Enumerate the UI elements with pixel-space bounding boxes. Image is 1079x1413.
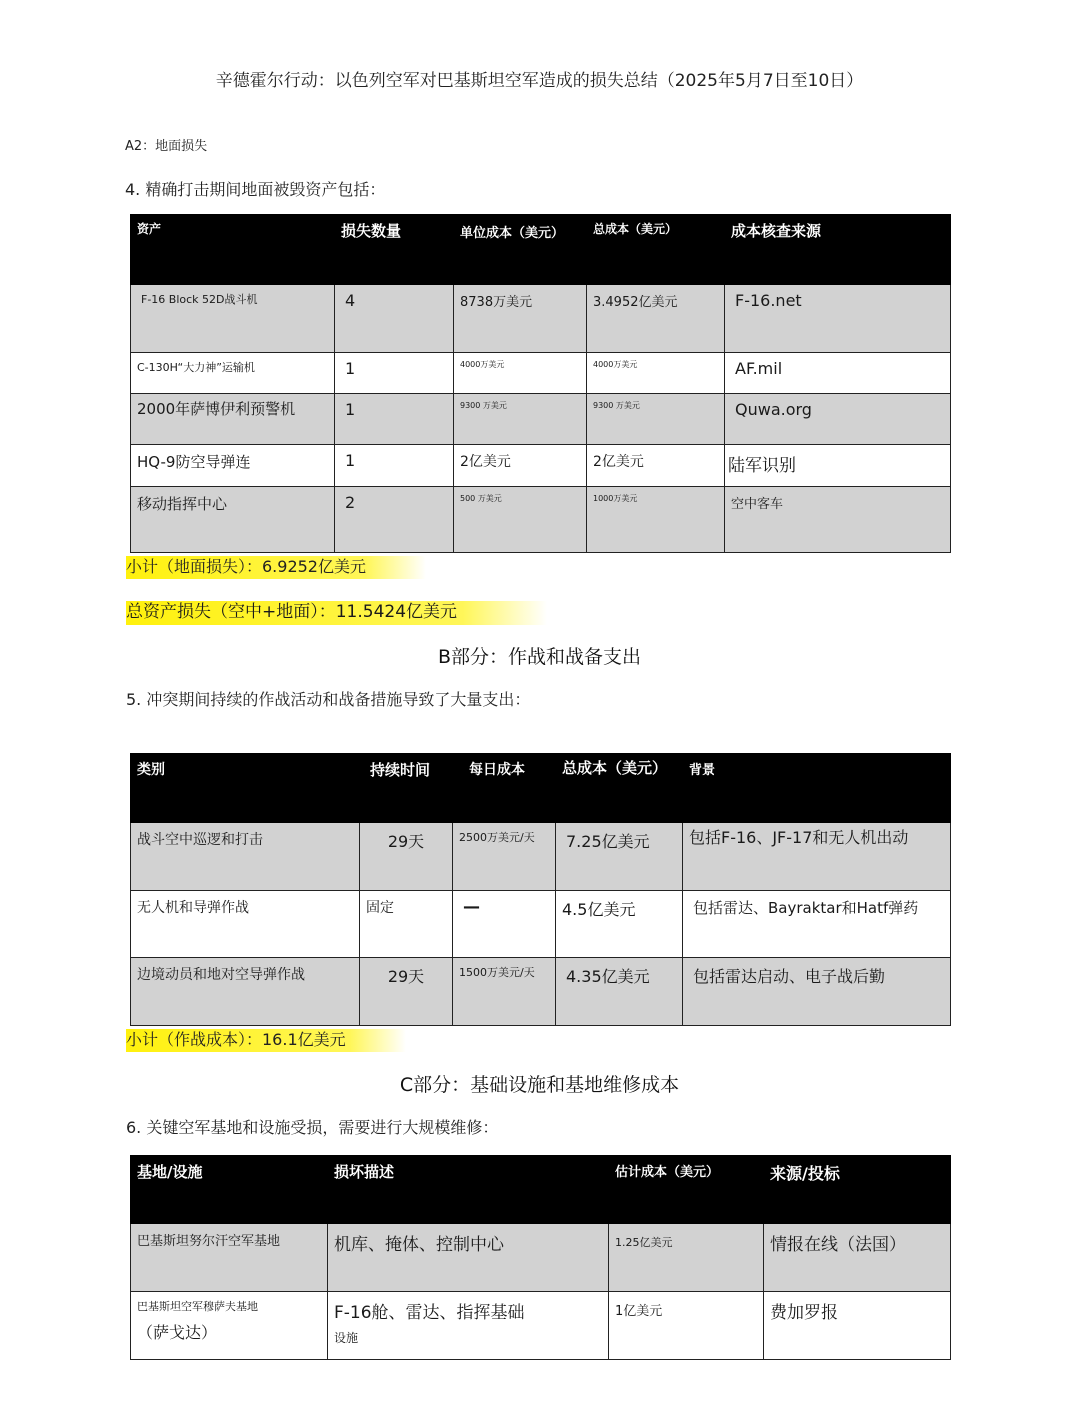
table-row [131, 1224, 951, 1292]
a2-heading: A2：地面损失 [125, 139, 208, 154]
header-total-cost: 总成本（美元） [587, 215, 725, 285]
item-4-intro: 4. 精确打击期间地面被毁资产包括： [125, 180, 386, 199]
table-row [131, 353, 951, 394]
cell-source: AF.mil [725, 353, 951, 394]
header-quantity: 损失数量 [335, 215, 454, 285]
cell-source: 陆军识别 [725, 445, 951, 487]
item-6-intro: 6. 关键空军基地和设施受损，需要进行大规模维修： [126, 1118, 499, 1137]
cell-base-line2: （萨戈达） [137, 1323, 218, 1342]
table-row [131, 1292, 951, 1360]
cell-duration: 固定 [360, 891, 453, 958]
cell-quantity: 1 [335, 353, 454, 394]
infrastructure-cost-table [130, 1155, 951, 1360]
table-row [131, 445, 951, 487]
cell-unit-cost: 4000万美元 [454, 353, 587, 394]
cell-duration: 29天 [360, 958, 453, 1026]
item-5-intro: 5. 冲突期间持续的作战活动和战备措施导致了大量支出： [126, 690, 531, 709]
ground-losses-table [130, 214, 951, 553]
header-source: 成本核查来源 [725, 215, 951, 285]
header-category: 类别 [131, 754, 360, 823]
cell-source: Quwa.org [725, 394, 951, 445]
cell-total-cost: 4.35亿美元 [556, 958, 683, 1026]
cell-background: 包括F-16、JF-17和无人机出动 [683, 823, 951, 891]
section-c-heading: C部分：基础设施和基地维修成本 [399, 1074, 680, 1096]
cell-background: 包括雷达启动、电子战后勤 [683, 958, 951, 1026]
section-b-heading: B部分：作战和战备支出 [437, 646, 642, 668]
cell-cost: 1亿美元 [609, 1292, 764, 1360]
cell-source: 空中客车 [725, 487, 951, 553]
cell-background: 包括雷达、Bayraktar和Hatf弹药 [683, 891, 951, 958]
table-row [131, 891, 951, 958]
cell-quantity: 2 [335, 487, 454, 553]
table-row [131, 394, 951, 445]
header-duration: 持续时间 [360, 754, 453, 823]
cell-quantity: 4 [335, 285, 454, 353]
cell-source: 费加罗报 [764, 1292, 951, 1360]
header-source-bid: 来源/投标 [764, 1156, 951, 1224]
cell-total-cost: 2亿美元 [587, 445, 725, 487]
header-base: 基地/设施 [131, 1156, 328, 1224]
cell-base: 巴基斯坦努尔汗空军基地 [131, 1224, 328, 1292]
cell-damage-line2: 设施 [334, 1331, 359, 1345]
cell-total-cost: 9300 万美元 [587, 394, 725, 445]
table-row [131, 487, 951, 553]
cell-unit-cost: 500 万美元 [454, 487, 587, 553]
table-row [131, 958, 951, 1026]
table-header-row [131, 1156, 951, 1224]
cell-source: F-16.net [725, 285, 951, 353]
cell-asset: HQ-9防空导弹连 [131, 445, 335, 487]
cell-asset-text: 2000年萨博伊利预警机 [137, 400, 296, 418]
header-daily-cost: 每日成本 [453, 754, 556, 823]
cell-total-cost: 4000万美元 [587, 353, 725, 394]
total-asset-text: 总资产损失（空中+地面）：11.5424亿美元 [126, 601, 547, 625]
total-asset-losses [126, 597, 547, 622]
subtotal-operations-text: 小计（作战成本）：16.1亿美元 [126, 1029, 406, 1052]
header-unit-cost: 单位成本（美元） [454, 215, 587, 285]
cell-total-cost: 4.5亿美元 [556, 891, 683, 958]
cell-asset: 移动指挥中心 [131, 487, 335, 553]
subtotal-ground-losses [126, 554, 426, 577]
cell-base-line1: 巴基斯坦空军穆萨夫基地 [137, 1300, 258, 1313]
cell-asset [131, 394, 335, 445]
header-total-cost: 总成本（美元） [556, 754, 683, 823]
cell-total-cost: 3.4952亿美元 [587, 285, 725, 353]
header-background: 背景 [683, 754, 951, 823]
cell-unit-cost: 8738万美元 [454, 285, 587, 353]
cell-category: 边境动员和地对空导弹作战 [131, 958, 360, 1026]
cell-cost: 1.25亿美元 [609, 1224, 764, 1292]
table-header-row [131, 754, 951, 823]
table-header-row [131, 215, 951, 285]
cell-unit-cost: 2亿美元 [454, 445, 587, 487]
operations-cost-table [130, 753, 951, 1026]
header-estimated-cost: 估计成本（美元） [609, 1156, 764, 1224]
cell-category: 无人机和导弹作战 [131, 891, 360, 958]
document-title: 辛德霍尔行动：以色列空军对巴基斯坦空军造成的损失总结（2025年5月7日至10日） [215, 71, 864, 91]
table-row [131, 285, 951, 353]
cell-quantity: 1 [335, 394, 454, 445]
subtotal-operations [126, 1027, 406, 1050]
cell-unit-cost: 9300 万美元 [454, 394, 587, 445]
header-asset: 资产 [131, 215, 335, 285]
cell-duration: 29天 [360, 823, 453, 891]
header-damage: 损坏描述 [328, 1156, 609, 1224]
cell-asset: C-130H“大力神”运输机 [131, 353, 335, 394]
cell-daily-cost: 1500万美元/天 [453, 958, 556, 1026]
cell-total-cost: 1000万美元 [587, 487, 725, 553]
cell-damage [328, 1292, 609, 1360]
cell-asset: F-16 Block 52D战斗机 [131, 285, 335, 353]
subtotal-ground-text: 小计（地面损失）：6.9252亿美元 [126, 556, 426, 579]
cell-source: 情报在线（法国） [764, 1224, 951, 1292]
cell-total-cost: 7.25亿美元 [556, 823, 683, 891]
cell-damage-line1: F-16舱、雷达、指挥基础 [334, 1303, 525, 1323]
table-row [131, 823, 951, 891]
cell-daily-cost: — [453, 891, 556, 958]
cell-base [131, 1292, 328, 1360]
cell-category: 战斗空中巡逻和打击 [131, 823, 360, 891]
cell-damage: 机库、掩体、控制中心 [328, 1224, 609, 1292]
cell-daily-cost: 2500万美元/天 [453, 823, 556, 891]
cell-quantity: 1 [335, 445, 454, 487]
